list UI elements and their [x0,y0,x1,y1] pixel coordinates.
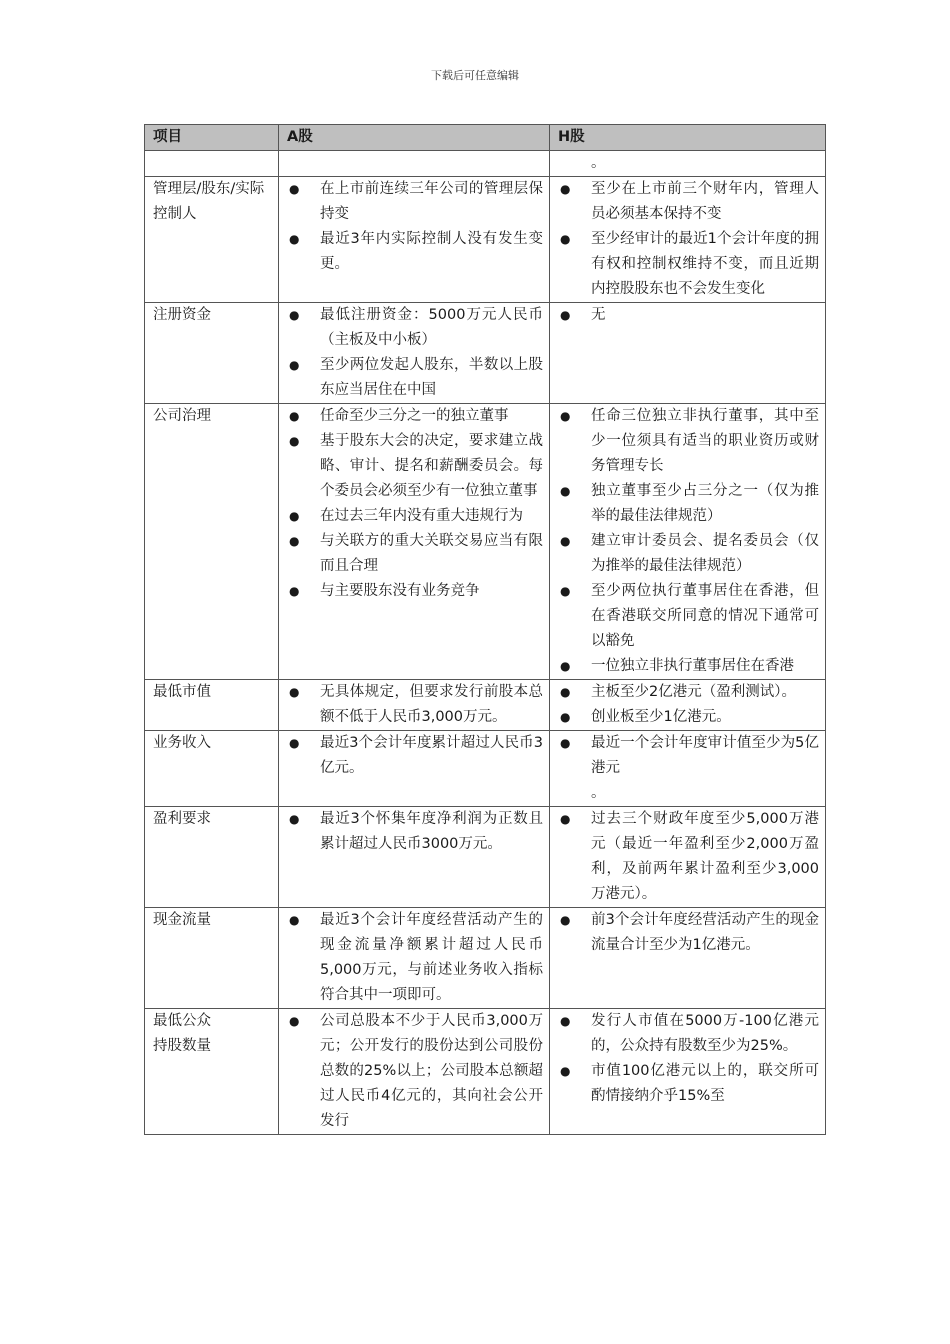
bullet-item: ● 最近3个怀集年度净利润为正数且累计超过人民币3000万元。 [287,807,543,857]
bullet-item: ● 至少两位发起人股东，半数以上股东应当居住在中国 [287,353,543,403]
bullet-list [558,731,819,781]
bullet-item: ● 建立审计委员会、提名委员会（仅为推举的最佳法律规范） [558,529,819,579]
row-label: 公司治理 [145,404,279,680]
a-share-cell [279,908,550,1009]
bullet-list [558,680,819,730]
column-header-a-share: A股 [279,125,550,151]
bullet-item: ● 主板至少2亿港元（盈利测试）。 [558,680,819,705]
table-row [145,303,826,404]
bullet-item: ● 最近3个会计年度累计超过人民币3亿元。 [287,731,543,781]
row-label: 管理层/股东/实际控制人 [145,177,279,303]
bullet-item: ● 一位独立非执行董事居住在香港 [558,654,819,679]
row-label: 盈利要求 [145,807,279,908]
bullet-item: ● 市值100亿港元以上的，联交所可酌情接纳介乎15%至 [558,1059,819,1109]
bullet-item: ● 发行人市值在5000万-100亿港元的，公众持有股数至少为25%。 [558,1009,819,1059]
bullet-item: ● 与主要股东没有业务竞争 [287,579,543,604]
bullet-item: ● 在过去三年内没有重大违规行为 [287,504,543,529]
h-share-cell [550,731,826,807]
h-share-cell [550,177,826,303]
bullet-list [558,404,819,679]
bullet-item: ● 创业板至少1亿港元。 [558,705,819,730]
bullet-list [558,1009,819,1109]
bullet-list [287,303,543,403]
bullet-item: ● 最近3年内实际控制人没有发生变更。 [287,227,543,277]
bullet-item: ● 过去三个财政年度至少5,000万港元（最近一年盈利至少2,000万盈利，及前两年累计盈利至少3,000万港元）。 [558,807,819,907]
row-label: 现金流量 [145,908,279,1009]
bullet-item: ● 独立董事至少占三分之一（仅为推举的最佳法律规范） [558,479,819,529]
bullet-list [287,731,543,781]
a-share-cell [279,404,550,680]
bullet-item: ● 公司总股本不少于人民币3,000万元；公开发行的股份达到公司股份总数的25%以上；公司股本总额超过人民币4亿元的，其向社会公开发行 [287,1009,543,1134]
row-label: 最低公众 持股数量 [145,1009,279,1135]
column-header-h-share: H股 [550,125,826,151]
bullet-item: ● 无 [558,303,819,328]
h-share-cell [550,1009,826,1135]
table-body [145,151,826,1135]
trailing-text: 。 [591,785,606,801]
bullet-item: ● 前3个会计年度经营活动产生的现金流量合计至少为1亿港元。 [558,908,819,958]
bullet-list [558,807,819,907]
bullet-list [287,680,543,730]
bullet-item: ● 与关联方的重大关联交易应当有限而且合理 [287,529,543,579]
bullet-item: ● 无具体规定，但要求发行前股本总额不低于人民币3,000万元。 [287,680,543,730]
table-row [145,680,826,731]
table-row [145,1009,826,1135]
bullet-item: ● 至少在上市前三个财年内，管理人员必须基本保持不变 [558,177,819,227]
table-row [145,731,826,807]
h-share-cell [550,807,826,908]
a-share-cell [279,303,550,404]
column-header-item: 项目 [145,125,279,151]
bullet-item: ● 任命三位独立非执行董事，其中至少一位须具有适当的职业资历或财务管理专长 [558,404,819,479]
bullet-item: ● 最近一个会计年度审计值至少为5亿港元 [558,731,819,781]
row-label [145,151,279,177]
table-row [145,908,826,1009]
bullet-item: ● 至少经审计的最近1个会计年度的拥有权和控制权维持不变，而且近期内控股股东也不会发生变化 [558,227,819,302]
bullet-item: ● 最低注册资金：5000万元人民币（主板及中小板） [287,303,543,353]
table-row [145,404,826,680]
continued-text: 。 [591,155,606,171]
a-share-cell [279,151,550,177]
h-share-cell [550,151,826,177]
row-label: 注册资金 [145,303,279,404]
a-share-cell [279,807,550,908]
bullet-item: ● 任命至少三分之一的独立董事 [287,404,543,429]
h-share-cell [550,303,826,404]
bullet-list [287,1009,543,1134]
comparison-table [144,124,826,1135]
bullet-list [287,807,543,857]
page-header: 下载后可任意编辑 [431,69,519,82]
table-row-continued [145,151,826,177]
a-share-cell [279,680,550,731]
table-row [145,177,826,303]
bullet-list [287,404,543,604]
bullet-item: ● 最近3个会计年度经营活动产生的现金流量净额累计超过人民币5,000万元，与前述业务收入指标符合其中一项即可。 [287,908,543,1008]
bullet-list [558,177,819,302]
bullet-list [558,303,819,328]
a-share-cell [279,731,550,807]
h-share-cell [550,908,826,1009]
bullet-item: ● 至少两位执行董事居住在香港，但在香港联交所同意的情况下通常可以豁免 [558,579,819,654]
table-row [145,807,826,908]
bullet-item: ● 在上市前连续三年公司的管理层保持变 [287,177,543,227]
bullet-list [558,908,819,958]
bullet-item: ● 基于股东大会的决定，要求建立战略、审计、提名和薪酬委员会。每个委员会必须至少有一位独立董事 [287,429,543,504]
a-share-cell [279,1009,550,1135]
a-share-cell [279,177,550,303]
h-share-cell [550,404,826,680]
h-share-cell [550,680,826,731]
bullet-list [287,177,543,277]
bullet-list [287,908,543,1008]
row-label: 最低市值 [145,680,279,731]
row-label: 业务收入 [145,731,279,807]
table-header-row [145,125,826,151]
